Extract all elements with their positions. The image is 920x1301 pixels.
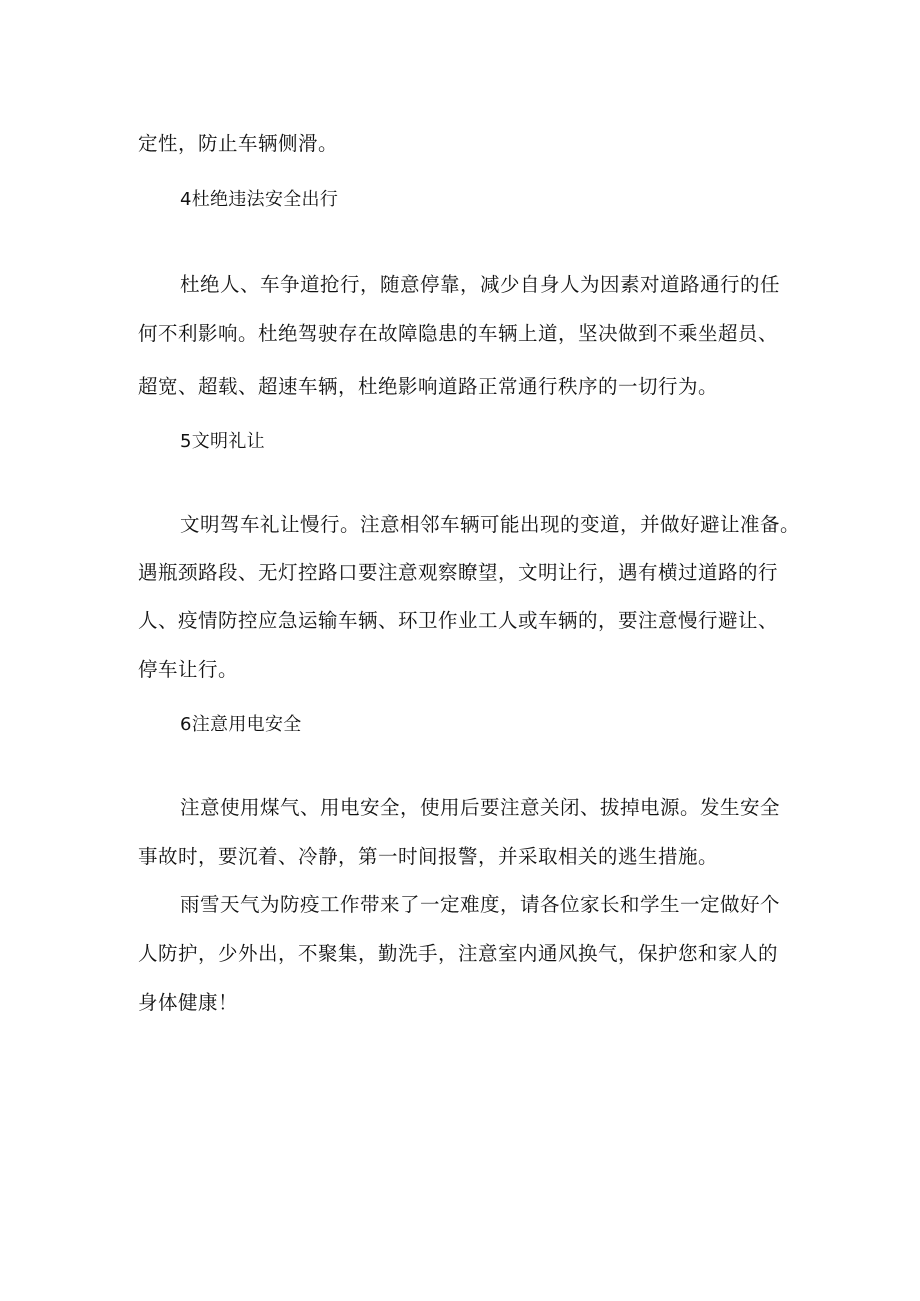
- paragraph-line: 注意使用煤气、用电安全，使用后要注意关闭、拔掉电源。发生安全: [180, 796, 781, 819]
- paragraph-line: 人、疫情防控应急运输车辆、环卫作业工人或车辆的，要注意慢行避让、: [138, 609, 779, 632]
- paragraph-line: 人防护，少外出，不聚集，勤洗手，注意室内通风换气，保护您和家人的: [138, 942, 779, 965]
- paragraph-line: 身体健康！: [138, 991, 239, 1014]
- paragraph-line: 杜绝人、车争道抢行，随意停靠，减少自身人为因素对道路通行的任: [180, 273, 781, 296]
- paragraph-line: 遇瓶颈路段、无灯控路口要注意观察瞭望，文明让行，遇有横过道路的行: [138, 561, 779, 584]
- paragraph-line: 超宽、超载、超速车辆，杜绝影响道路正常通行秩序的一切行为。: [138, 375, 719, 398]
- section-heading-4: 4杜绝违法安全出行: [180, 189, 339, 210]
- paragraph-line: 事故时，要沉着、冷静，第一时间报警，并采取相关的逃生措施。: [138, 845, 719, 868]
- section-heading-5: 5文明礼让: [180, 431, 265, 452]
- paragraph-line: 定性，防止车辆侧滑。: [138, 132, 339, 155]
- paragraph-line: 停车让行。: [138, 658, 239, 681]
- paragraph-line: 何不利影响。杜绝驾驶存在故障隐患的车辆上道，坚决做到不乘坐超员、: [138, 322, 779, 345]
- paragraph-line: 文明驾车礼让慢行。注意相邻车辆可能出现的变道，并做好避让准备。: [180, 513, 801, 536]
- paragraph-line: 雨雪天气为防疫工作带来了一定难度，请各位家长和学生一定做好个: [180, 893, 781, 916]
- section-heading-6: 6注意用电安全: [180, 714, 302, 735]
